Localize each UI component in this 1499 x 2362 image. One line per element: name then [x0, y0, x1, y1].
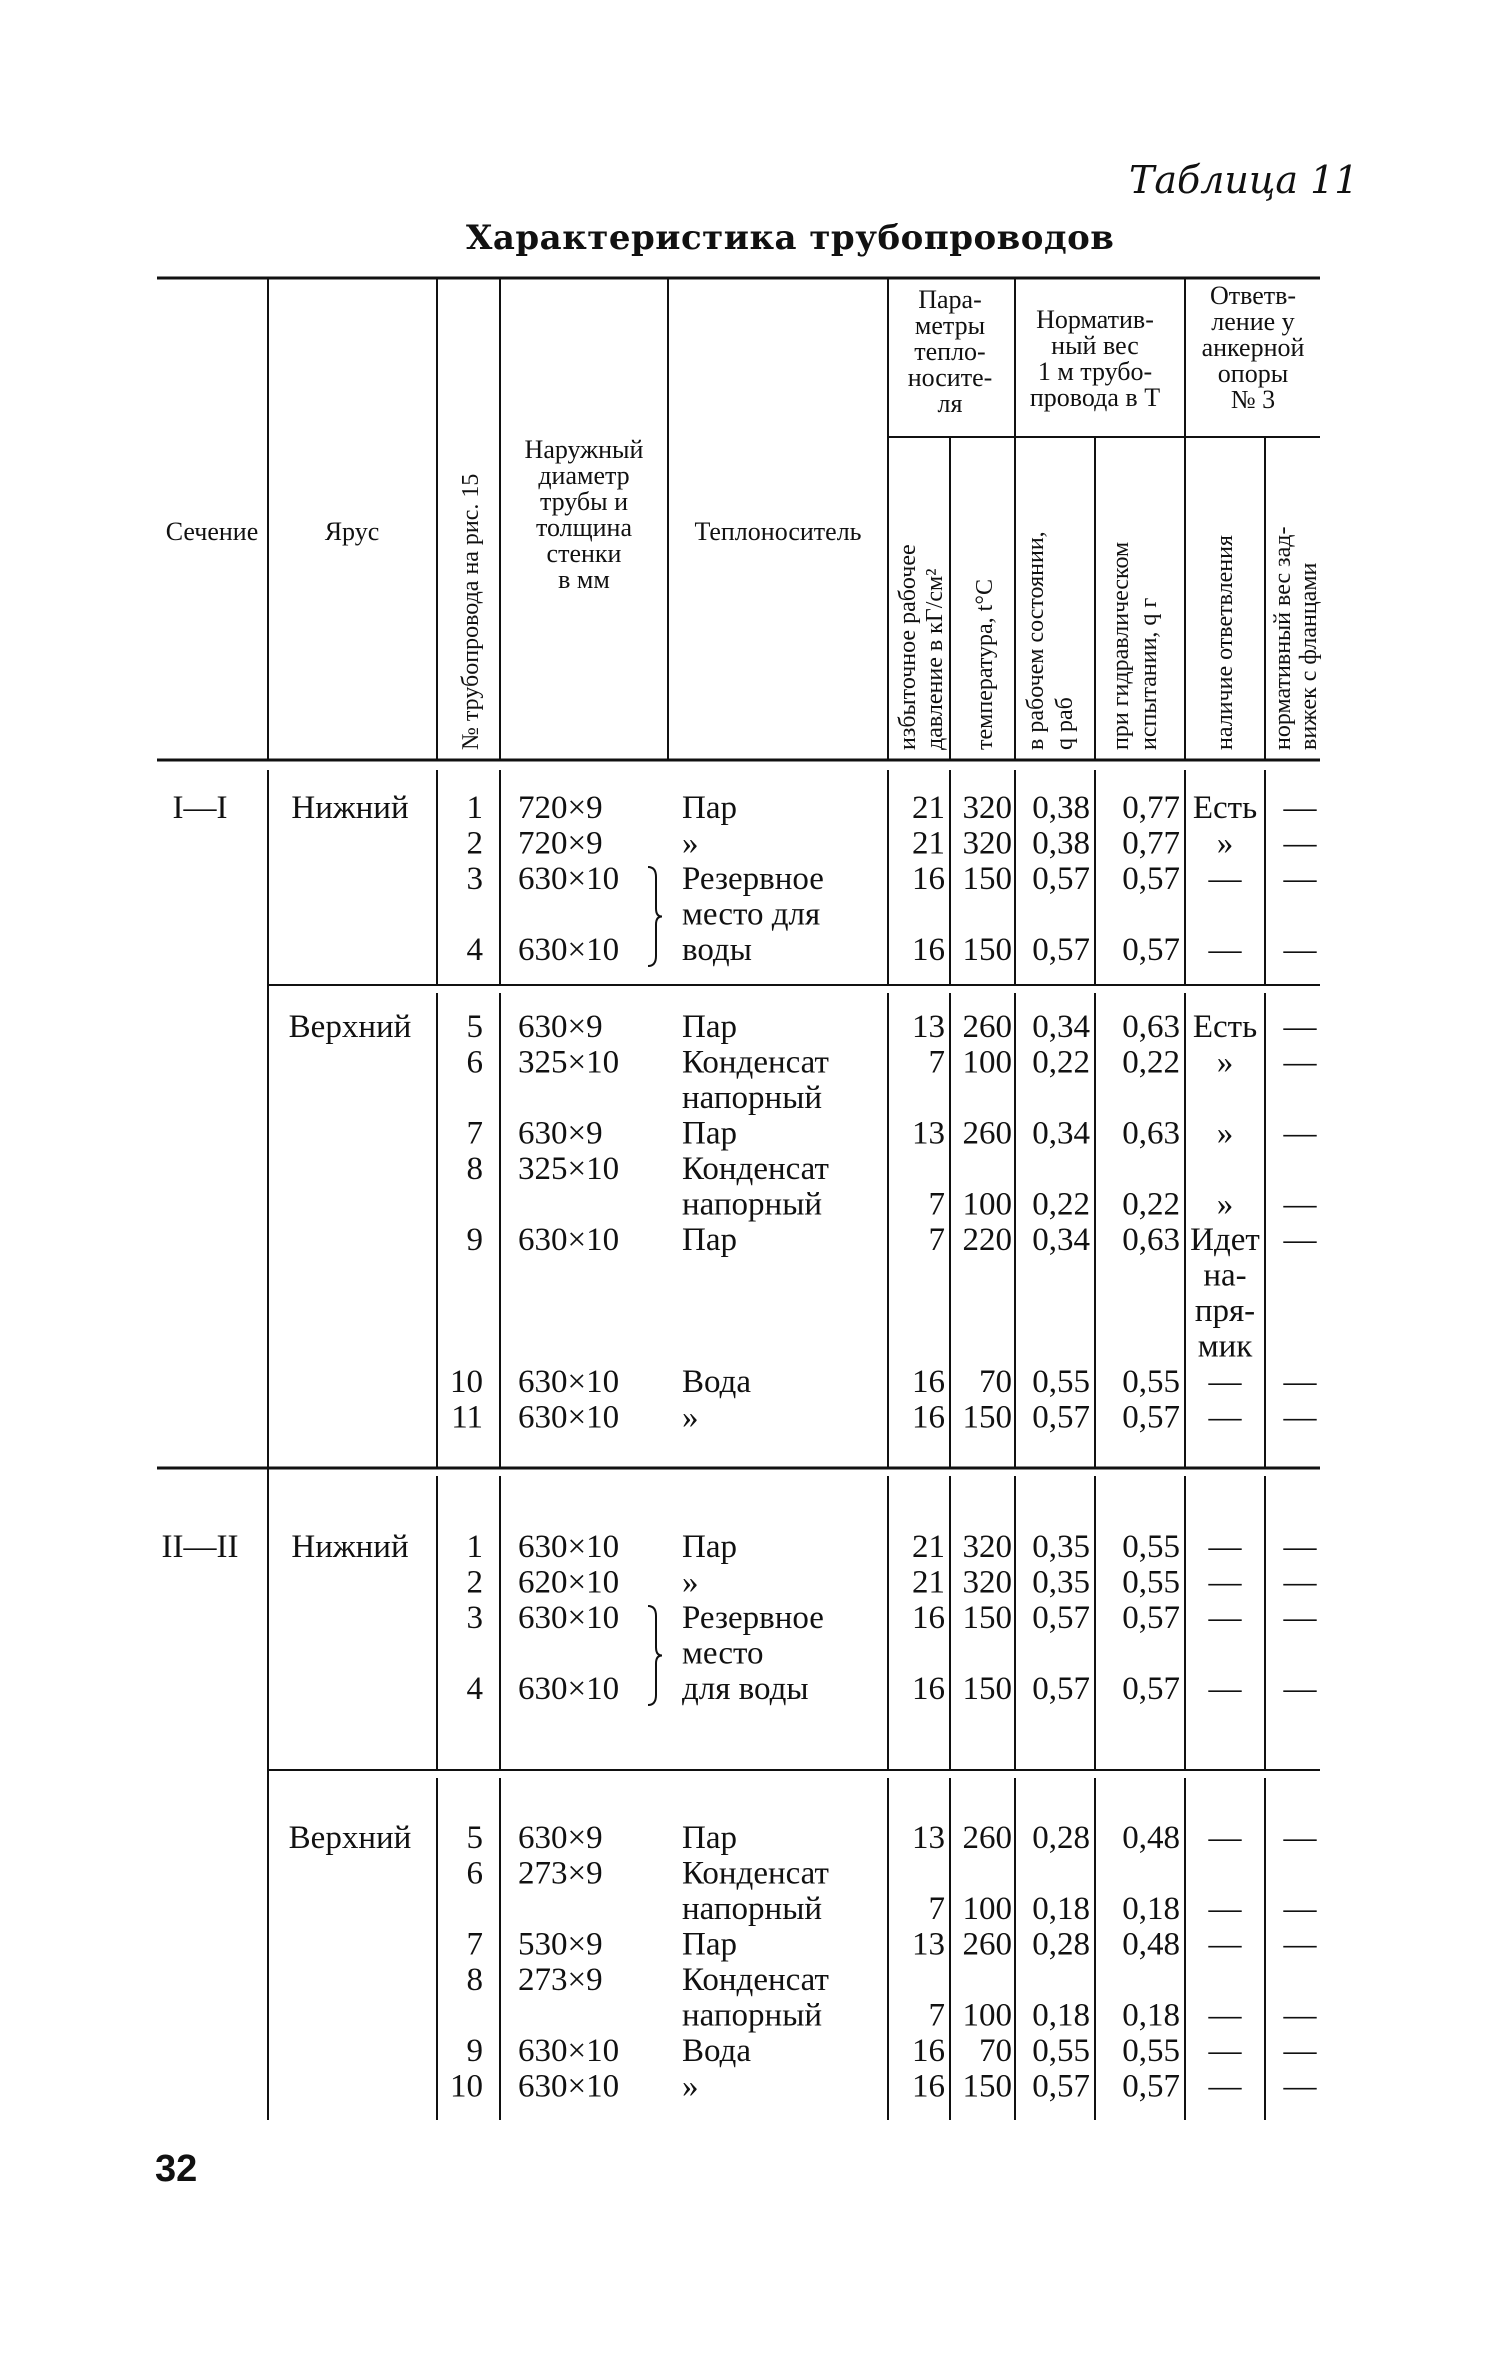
- pipe-diameter: 630×10: [518, 861, 620, 897]
- weight-test-value: 0,55: [1122, 2033, 1180, 2069]
- temperature-value: 320: [962, 790, 1012, 826]
- pipe-number: 10: [450, 2068, 483, 2105]
- section-label: II—II: [161, 1529, 239, 1565]
- pipe-diameter: 630×9: [518, 1115, 603, 1152]
- pressure-value: 13: [912, 1820, 945, 1856]
- weight-test-value: 0,55: [1122, 1529, 1180, 1565]
- pressure-value: 16: [912, 2068, 945, 2105]
- valve-weight-value: —: [1283, 932, 1317, 968]
- temperature-value: 150: [962, 1399, 1012, 1436]
- valve-weight-value: —: [1283, 1600, 1317, 1636]
- header-weight-work-symbol: q раб: [1052, 697, 1078, 750]
- valve-weight-value: —: [1283, 1186, 1317, 1223]
- header-params-line: тепло-: [914, 337, 986, 366]
- weight-work-value: 0,57: [1032, 1600, 1090, 1636]
- temperature-value: 320: [962, 1564, 1012, 1601]
- branch-value: —: [1208, 1671, 1242, 1707]
- weight-work-value: 0,57: [1032, 1399, 1090, 1436]
- header-valve-weight-line2: вижек с фланцами: [1296, 562, 1322, 750]
- header-branch-line: ление у: [1211, 307, 1295, 336]
- weight-test-value: 0,57: [1122, 861, 1180, 897]
- table-label: Таблица 11: [1129, 158, 1359, 202]
- header-params-line: метры: [914, 311, 986, 340]
- pipe-number: 5: [466, 1009, 483, 1045]
- header-weight-test: при гидравлическом: [1108, 541, 1134, 750]
- heat-medium: Резервное: [682, 1600, 824, 1636]
- valve-weight-value: —: [1283, 1115, 1317, 1152]
- pipe-number: 5: [466, 1820, 483, 1856]
- pipe-diameter: 273×9: [518, 1855, 603, 1892]
- branch-value: —: [1208, 1399, 1242, 1436]
- header-pressure: избыточное рабочее: [895, 544, 921, 750]
- weight-work-value: 0,55: [1032, 2033, 1090, 2069]
- weight-work-value: 0,28: [1032, 1926, 1090, 1963]
- weight-work-value: 0,22: [1032, 1044, 1090, 1081]
- valve-weight-value: —: [1283, 1926, 1317, 1963]
- heat-medium: Конденсат: [682, 1962, 829, 1998]
- header-temperature: температура, t°C: [972, 579, 998, 750]
- heat-medium: Резервное: [682, 861, 824, 897]
- pressure-value: 21: [912, 1564, 945, 1601]
- temperature-value: 320: [962, 825, 1012, 862]
- weight-test-value: 0,57: [1122, 932, 1180, 968]
- weight-work-value: 0,18: [1032, 1891, 1090, 1927]
- valve-weight-value: —: [1283, 1399, 1317, 1436]
- weight-work-value: 0,57: [1032, 861, 1090, 897]
- heat-medium: »: [682, 825, 699, 862]
- pressure-value: 7: [928, 1186, 945, 1223]
- heat-medium: Пар: [682, 1222, 737, 1258]
- tier-label: Верхний: [288, 1820, 412, 1856]
- heat-medium: напорный: [682, 1997, 823, 2034]
- weight-test-value: 0,77: [1122, 825, 1180, 862]
- branch-value: —: [1208, 1820, 1242, 1856]
- branch-value: на-: [1203, 1257, 1247, 1294]
- pressure-value: 21: [912, 1529, 945, 1565]
- temperature-value: 70: [979, 2033, 1012, 2069]
- pressure-value: 16: [912, 1671, 945, 1707]
- header-weight-work: в рабочем состоянии,: [1023, 531, 1049, 750]
- pipe-diameter: 720×9: [518, 790, 603, 826]
- weight-test-value: 0,55: [1122, 1564, 1180, 1601]
- weight-test-value: 0,63: [1122, 1115, 1180, 1152]
- pipe-diameter: 630×10: [518, 1529, 620, 1565]
- pressure-value: 16: [912, 861, 945, 897]
- valve-weight-value: —: [1283, 1044, 1317, 1081]
- header-weight-test-unit: испытании, q г: [1136, 597, 1162, 750]
- temperature-value: 150: [962, 932, 1012, 968]
- heat-medium: »: [682, 2068, 699, 2105]
- weight-work-value: 0,38: [1032, 790, 1090, 826]
- header-branch-line: № 3: [1230, 385, 1276, 414]
- pressure-value: 16: [912, 1600, 945, 1636]
- pipe-diameter: 325×10: [518, 1044, 620, 1081]
- weight-work-value: 0,57: [1032, 2068, 1090, 2105]
- pipe-diameter: 325×10: [518, 1151, 620, 1187]
- weight-work-value: 0,57: [1032, 932, 1090, 968]
- branch-value: —: [1208, 1364, 1242, 1400]
- table-body: [162, 790, 1318, 2105]
- heat-medium: Пар: [682, 1529, 737, 1565]
- pressure-value: 7: [928, 1222, 945, 1258]
- pressure-value: 7: [928, 1997, 945, 2034]
- pressure-value: 21: [912, 790, 945, 826]
- weight-test-value: 0,57: [1122, 1600, 1180, 1636]
- pipe-number: 10: [450, 1364, 483, 1400]
- weight-test-value: 0,22: [1122, 1044, 1180, 1081]
- branch-value: —: [1208, 1926, 1242, 1963]
- pipe-diameter: 630×10: [518, 2068, 620, 2105]
- weight-work-value: 0,55: [1032, 1364, 1090, 1400]
- branch-value: —: [1208, 1891, 1242, 1927]
- valve-weight-value: —: [1283, 1009, 1317, 1045]
- valve-weight-value: —: [1283, 861, 1317, 897]
- temperature-value: 220: [962, 1222, 1012, 1258]
- branch-value: мик: [1197, 1328, 1253, 1365]
- pressure-value: 16: [912, 1399, 945, 1436]
- pressure-value: 16: [912, 2033, 945, 2069]
- valve-weight-value: —: [1283, 2068, 1317, 2105]
- table-caption: Характеристика трубопроводов: [466, 218, 1115, 258]
- heat-medium: Пар: [682, 1926, 737, 1963]
- pipe-diameter: 630×9: [518, 1009, 603, 1045]
- weight-work-value: 0,35: [1032, 1564, 1090, 1601]
- heat-medium: напорный: [682, 1186, 823, 1223]
- weight-test-value: 0,48: [1122, 1820, 1180, 1856]
- branch-value: —: [1208, 1529, 1242, 1565]
- grouping-brace: [648, 867, 662, 966]
- temperature-value: 260: [962, 1009, 1012, 1045]
- weight-work-value: 0,34: [1032, 1115, 1090, 1152]
- temperature-value: 320: [962, 1529, 1012, 1565]
- pipe-number: 7: [466, 1926, 483, 1963]
- header-medium: Теплоноситель: [694, 517, 862, 546]
- valve-weight-value: —: [1283, 1997, 1317, 2034]
- tier-label: Нижний: [291, 790, 409, 826]
- branch-value: Идет: [1190, 1222, 1260, 1258]
- pipe-number: 2: [466, 825, 483, 862]
- weight-work-value: 0,35: [1032, 1529, 1090, 1565]
- branch-value: —: [1208, 1600, 1242, 1636]
- pipe-diameter: 630×10: [518, 1364, 620, 1400]
- valve-weight-value: —: [1283, 2033, 1317, 2069]
- pipe-number: 6: [466, 1044, 483, 1081]
- valve-weight-value: —: [1283, 1891, 1317, 1927]
- valve-weight-value: —: [1283, 1564, 1317, 1601]
- pipe-number: 1: [466, 1529, 483, 1565]
- header-diameter-line: в мм: [558, 565, 610, 594]
- temperature-value: 150: [962, 1671, 1012, 1707]
- header-branch-line: опоры: [1217, 359, 1289, 388]
- branch-value: пря-: [1194, 1293, 1256, 1329]
- header-tier: Ярус: [324, 517, 380, 546]
- branch-value: —: [1208, 1564, 1242, 1601]
- heat-medium: Пар: [682, 790, 737, 826]
- temperature-value: 100: [962, 1044, 1012, 1081]
- header-weight-line: ный вес: [1051, 331, 1139, 360]
- header-diameter-line: диаметр: [538, 461, 630, 490]
- weight-test-value: 0,55: [1122, 1364, 1180, 1400]
- header-params-line: Пара-: [918, 285, 982, 314]
- weight-work-value: 0,18: [1032, 1997, 1090, 2034]
- branch-value: »: [1216, 1186, 1234, 1223]
- header-valve-weight: нормативный вес зад-: [1270, 526, 1296, 750]
- header-diameter-line: толщина: [535, 513, 633, 542]
- pressure-value: 13: [912, 1009, 945, 1045]
- heat-medium: Пар: [682, 1820, 737, 1856]
- pipe-diameter: 720×9: [518, 825, 603, 862]
- weight-test-value: 0,57: [1122, 1671, 1180, 1707]
- branch-value: Есть: [1192, 1009, 1258, 1045]
- pipe-number: 9: [466, 2033, 483, 2069]
- temperature-value: 100: [962, 1997, 1012, 2034]
- pipe-diameter: 630×10: [518, 1399, 620, 1436]
- pipe-diameter: 630×10: [518, 1600, 620, 1636]
- pressure-value: 7: [928, 1044, 945, 1081]
- weight-test-value: 0,57: [1122, 1399, 1180, 1436]
- pipe-number: 4: [466, 1671, 483, 1707]
- header-branch-present: наличие ответвления: [1212, 535, 1238, 750]
- branch-value: »: [1216, 825, 1234, 862]
- pipe-diameter: 630×10: [518, 932, 620, 968]
- temperature-value: 150: [962, 2068, 1012, 2105]
- temperature-value: 260: [962, 1926, 1012, 1963]
- weight-work-value: 0,38: [1032, 825, 1090, 862]
- header-weight-line: 1 м трубо-: [1037, 357, 1153, 386]
- pipe-number: 2: [466, 1564, 483, 1601]
- tier-label: Верхний: [288, 1009, 412, 1045]
- valve-weight-value: —: [1283, 1529, 1317, 1565]
- header-weight-line: провода в Т: [1029, 383, 1161, 412]
- temperature-value: 100: [962, 1891, 1012, 1927]
- pipe-diameter: 630×10: [518, 1222, 620, 1258]
- heat-medium: Вода: [682, 1364, 751, 1400]
- weight-test-value: 0,18: [1122, 1997, 1180, 2034]
- header-branch-line: Ответв-: [1209, 281, 1297, 310]
- heat-medium: Пар: [682, 1009, 737, 1045]
- weight-work-value: 0,34: [1032, 1009, 1090, 1045]
- branch-value: —: [1208, 932, 1242, 968]
- pipe-number: 4: [466, 932, 483, 968]
- valve-weight-value: —: [1283, 790, 1317, 826]
- header-pressure-unit: давление в кГ/см²: [922, 568, 948, 750]
- weight-test-value: 0,77: [1122, 790, 1180, 826]
- pressure-value: 21: [912, 825, 945, 862]
- branch-value: —: [1208, 861, 1242, 897]
- pipe-diameter: 620×10: [518, 1564, 620, 1601]
- pipe-diameter: 273×9: [518, 1962, 603, 1998]
- section-label: I—I: [172, 790, 228, 826]
- header-branch-line: анкерной: [1201, 333, 1305, 362]
- temperature-value: 70: [979, 1364, 1012, 1400]
- valve-weight-value: —: [1283, 1222, 1317, 1258]
- heat-medium: место для: [682, 896, 821, 933]
- heat-medium: Конденсат: [682, 1151, 829, 1187]
- valve-weight-value: —: [1283, 1364, 1317, 1400]
- weight-test-value: 0,63: [1122, 1222, 1180, 1258]
- weight-test-value: 0,18: [1122, 1891, 1180, 1927]
- pressure-value: 13: [912, 1115, 945, 1152]
- branch-value: —: [1208, 2068, 1242, 2105]
- header-diameter-line: Наружный: [524, 435, 644, 464]
- branch-value: —: [1208, 1997, 1242, 2034]
- weight-work-value: 0,28: [1032, 1820, 1090, 1856]
- weight-work-value: 0,34: [1032, 1222, 1090, 1258]
- header-diameter-line: стенки: [546, 539, 622, 568]
- pipe-number: 1: [466, 790, 483, 826]
- header-params-line: носите-: [907, 363, 993, 392]
- heat-medium: Конденсат: [682, 1044, 829, 1081]
- pipe-diameter: 630×10: [518, 2033, 620, 2069]
- heat-medium: Конденсат: [682, 1855, 829, 1892]
- heat-medium: Вода: [682, 2033, 751, 2069]
- branch-value: »: [1216, 1044, 1234, 1081]
- header-diameter-line: трубы и: [539, 487, 629, 516]
- temperature-value: 260: [962, 1115, 1012, 1152]
- pipe-number: 8: [466, 1962, 483, 1998]
- weight-test-value: 0,48: [1122, 1926, 1180, 1963]
- temperature-value: 260: [962, 1820, 1012, 1856]
- valve-weight-value: —: [1283, 1820, 1317, 1856]
- weight-work-value: 0,22: [1032, 1186, 1090, 1223]
- branch-value: —: [1208, 2033, 1242, 2069]
- heat-medium: »: [682, 1399, 699, 1436]
- pipe-number: 8: [466, 1151, 483, 1187]
- header-pipe-number: № трубопровода на рис. 15: [458, 473, 484, 750]
- header-params-line: ля: [937, 389, 963, 418]
- header-section: Сечение: [165, 517, 259, 546]
- valve-weight-value: —: [1283, 825, 1317, 862]
- pipe-number: 7: [466, 1115, 483, 1152]
- pipe-diameter: 530×9: [518, 1926, 603, 1963]
- branch-value: Есть: [1192, 790, 1258, 826]
- page-number: 32: [155, 2148, 198, 2190]
- weight-test-value: 0,63: [1122, 1009, 1180, 1045]
- branch-value: »: [1216, 1115, 1234, 1152]
- header-weight-line: Норматив-: [1036, 305, 1154, 334]
- temperature-value: 150: [962, 861, 1012, 897]
- pipe-number: 6: [466, 1855, 483, 1892]
- weight-test-value: 0,22: [1122, 1186, 1180, 1223]
- pressure-value: 7: [928, 1891, 945, 1927]
- temperature-value: 150: [962, 1600, 1012, 1636]
- pipe-number: 11: [451, 1399, 483, 1436]
- heat-medium: напорный: [682, 1891, 823, 1927]
- heat-medium: »: [682, 1564, 699, 1601]
- pipe-diameter: 630×10: [518, 1671, 620, 1707]
- heat-medium: напорный: [682, 1080, 823, 1116]
- tier-label: Нижний: [291, 1529, 409, 1565]
- temperature-value: 100: [962, 1186, 1012, 1223]
- pipe-number: 9: [466, 1222, 483, 1258]
- valve-weight-value: —: [1283, 1671, 1317, 1707]
- pipe-number: 3: [466, 1600, 483, 1636]
- grouping-brace: [648, 1606, 662, 1705]
- weight-work-value: 0,57: [1032, 1671, 1090, 1707]
- weight-test-value: 0,57: [1122, 2068, 1180, 2105]
- pressure-value: 13: [912, 1926, 945, 1963]
- pipe-number: 3: [466, 861, 483, 897]
- pipe-diameter: 630×9: [518, 1820, 603, 1856]
- heat-medium: место: [682, 1635, 764, 1672]
- pressure-value: 16: [912, 932, 945, 968]
- table-header: [166, 281, 1322, 750]
- heat-medium: воды: [682, 932, 752, 968]
- heat-medium: Пар: [682, 1115, 737, 1152]
- heat-medium: для воды: [682, 1671, 809, 1707]
- pressure-value: 16: [912, 1364, 945, 1400]
